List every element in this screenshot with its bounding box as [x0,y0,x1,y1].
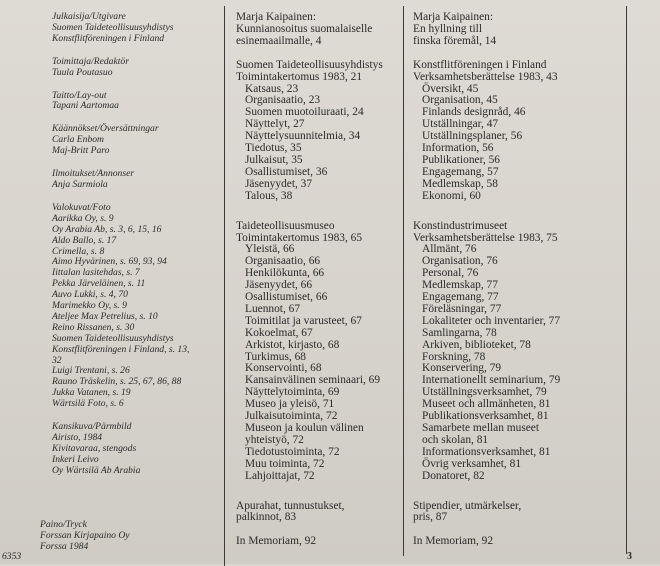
credit-line: Anja Sarmiola [52,178,108,190]
credit-heading: Taitto/Lay-out [52,89,107,101]
contents-column-finnish [236,12,414,548]
toc-item: Ekonomi, 60 [422,189,481,202]
toc-item: Arkistot, kirjasto, 68 [245,338,340,351]
spacer [236,48,414,60]
toc-item: Museo ja yleisö, 71 [245,398,335,411]
credit-line: Aarikka Oy, s. 9 [52,212,114,224]
toc-item: Jäsenyydet, 37 [245,177,313,190]
credit-line: Tapani Aartomaa [52,100,119,112]
credit-line: Forssan Kirjapaino Oy [40,529,130,541]
credit-line: Auvo Lukki, s. 4, 70 [52,289,128,301]
credits-column [52,12,222,477]
toc-entry: In Memoriam, 92 [413,535,494,548]
toc-item: Osallistumiset, 36 [245,165,328,178]
credit-line: Konstflitföreningen i Finland [52,32,165,44]
credit-heading: Kansikuva/Pärmbild [52,421,132,433]
toc-item: Kokoelmat, 67 [245,326,313,339]
toc-item: Organisaatio, 23 [245,94,321,107]
credit-heading: Toimittaja/Redaktör [52,55,129,67]
article-entry: Marja Kaipainen: [236,11,317,23]
toc-item: och skolan, 81 [422,433,489,446]
toc-item: Samarbete mellan museet [422,422,540,434]
credit-line: Inkeri Leivo [52,453,99,465]
toc-item: Organisaatio, 66 [245,255,321,268]
section-title: Konstindustrimuseet [413,219,508,232]
credit-line: 32 [52,354,62,366]
credit-line: Konstflitföreningen i Finland, s. 13, [52,343,190,355]
page-number: 3 [627,551,632,562]
toc-entry: palkinnot, 83 [236,511,297,524]
section-title: Suomen Taideteollisuusyhdistys [236,58,383,71]
toc-item: Publikationer, 56 [422,153,501,166]
toc-item: Tiedotustoiminta, 72 [245,445,340,458]
credit-heading: Paino/Tryck [40,519,87,530]
credit-line: Crimella, s. 8 [52,245,105,257]
toc-item: Konservointi, 68 [245,362,322,375]
toc-item: Näyttelytoiminta, 69 [245,386,340,399]
toc-item: yhteistyö, 72 [245,433,304,446]
toc-item: Julkaisut, 35 [245,153,303,166]
toc-item: Kansainvälinen seminaari, 69 [245,374,381,387]
credit-line: Oy Wärtsilä Ab Arabia [52,464,141,476]
toc-item: Informationsverksamhet, 81 [422,445,551,458]
article-entry: Kunnianosoitus suomalaiselle [236,22,373,35]
article-entry: Marja Kaipainen: [413,11,494,23]
toc-item: Lokaliteter och inventarier, 77 [422,314,561,327]
toc-item: Turkimus, 68 [245,350,306,363]
toc-item: Jäsenyydet, 66 [245,279,313,292]
credit-line: Jukka Vatanen, s. 19 [52,387,131,399]
toc-item: Utställningsverksamhet, 79 [422,386,547,399]
toc-item: Lahjoittajat, 72 [245,469,315,482]
toc-item: Internationellt seminarium, 79 [422,374,561,387]
credit-line: Maj-Britt Paro [52,145,110,157]
toc-entry: In Memoriam, 92 [236,535,317,548]
credit-line: Ateljee Max Petrelius, s. 10 [52,310,158,322]
section-title: Toimintakertomus 1983, 65 [236,231,363,244]
credit-line: Luigi Trentani, s. 26 [52,365,130,377]
section-title: Verksamhetsberättelse 1983, 43 [413,70,558,83]
toc-item: Medlemskap, 77 [422,279,498,292]
toc-item: Henkilökunta, 66 [245,267,325,280]
credit-line: Suomen Taideteollisuusyhdistys [52,21,174,33]
toc-item: Utställningsplaner, 56 [422,130,523,143]
toc-item: Organisation, 76 [422,255,498,268]
toc-item: Museet och allmänheten, 81 [422,398,551,411]
section-title: Konstflitföreningen i Finland [413,58,547,71]
spacer [413,483,623,501]
toc-item: Forskning, 78 [422,350,486,363]
article-entry: esinemaailmalle, 4 [236,34,322,47]
section-title: Taideteollisuusmuseo [236,219,335,232]
credit-heading: Ilmoitukset/Annonser [52,168,135,180]
section-title: Toimintakertomus 1983, 21 [236,70,363,83]
credit-line: Tuula Poutasuo [52,66,113,78]
contents-column-swedish [413,12,623,548]
credit-heading: Valokuvat/Foto [52,201,111,213]
credit-line: Oy Arabia Ab, s. 3, 6, 15, 16 [52,223,162,235]
toc-item: Julkaisutoiminta, 72 [245,410,338,423]
toc-item: Allmänt, 76 [422,243,477,256]
credit-line: Aldo Ballo, s. 17 [52,234,117,246]
toc-item: Medlemskap, 58 [422,177,498,190]
toc-item: Utställningar, 47 [422,118,499,131]
toc-item: Suomen muotoiluraati, 24 [245,106,364,119]
toc-item: Talous, 38 [245,189,293,202]
toc-item: Samlingarna, 78 [422,326,497,339]
printer-credits [40,520,130,553]
toc-item: Yleistä, 66 [245,243,295,256]
toc-item: Osallistumiset, 66 [245,291,328,304]
credit-line: Carla Enbom [52,134,104,146]
credit-line: Reino Rissanen, s. 30 [52,321,135,333]
toc-item: Information, 56 [422,142,494,155]
toc-item: Föreläsningar, 77 [422,302,502,315]
credit-line: Suomen Taideteollisuusyhdistys [52,332,174,344]
credit-line: Iittalan lasitehdas, s. 7 [52,267,140,279]
spacer [52,45,222,57]
toc-item: Personal, 76 [422,267,479,280]
toc-item: Tiedotus, 35 [245,142,302,155]
column-rule-left [224,6,225,566]
spacer [236,483,414,501]
toc-item: Näyttelyt, 27 [245,118,305,131]
credit-line: Pekka Järveläinen, s. 11 [52,278,146,290]
spacer [52,79,222,91]
credit-line: Rauno Träskelin, s. 25, 67, 86, 88 [52,376,182,388]
toc-item: Museon ja koulun välinen [245,422,364,434]
spacer [413,48,623,60]
toc-item: Engagemang, 77 [422,291,499,304]
credit-line: Wärtsilä Foto, s. 6 [52,398,124,410]
toc-item: Publikationsverksamhet, 81 [422,410,549,423]
spacer [236,203,414,221]
toc-item: Donatoret, 82 [422,469,485,482]
toc-item: Luennot, 67 [245,302,301,315]
toc-entry: Stipendier, utmärkelser, [413,499,522,512]
toc-item: Konservering, 79 [422,362,502,375]
credit-line: Kivitavaraa, stengods [52,442,137,454]
toc-item: Katsaus, 23 [245,82,299,95]
toc-item: Toimitilat ja varusteet, 67 [245,314,362,327]
toc-entry: pris, 87 [413,511,448,524]
toc-item: Arkiven, biblioteket, 78 [422,338,531,351]
toc-item: Näyttelysuunnitelmia, 34 [245,130,361,143]
article-entry: finska föremål, 14 [413,34,497,47]
section-title: Verksamhetsberättelse 1983, 75 [413,231,558,244]
credit-line: Airisto, 1984 [52,432,103,443]
credit-line: Aimo Hyvärinen, s. 69, 93, 94 [52,256,167,268]
spacer [413,203,623,221]
article-entry: En hyllning till [413,22,482,35]
toc-item: Engagemang, 57 [422,165,499,178]
toc-item: Översikt, 45 [422,82,479,95]
toc-item: Muu toiminta, 72 [245,457,325,470]
credit-heading: Käännökset/Översättningar [52,123,159,135]
credit-line: Marimekko Oy, s. 9 [52,300,127,312]
toc-entry: Apurahat, tunnustukset, [236,499,345,512]
toc-item: Övrig verksamhet, 81 [422,457,522,470]
toc-item: Organisation, 45 [422,94,498,107]
credit-heading: Julkaisija/Utgivare [52,11,126,22]
side-code: 6353 [2,551,22,562]
credit-line: Forssa 1984 [40,540,89,552]
column-rule-right [626,6,627,554]
toc-item: Finlands designråd, 46 [422,106,526,119]
